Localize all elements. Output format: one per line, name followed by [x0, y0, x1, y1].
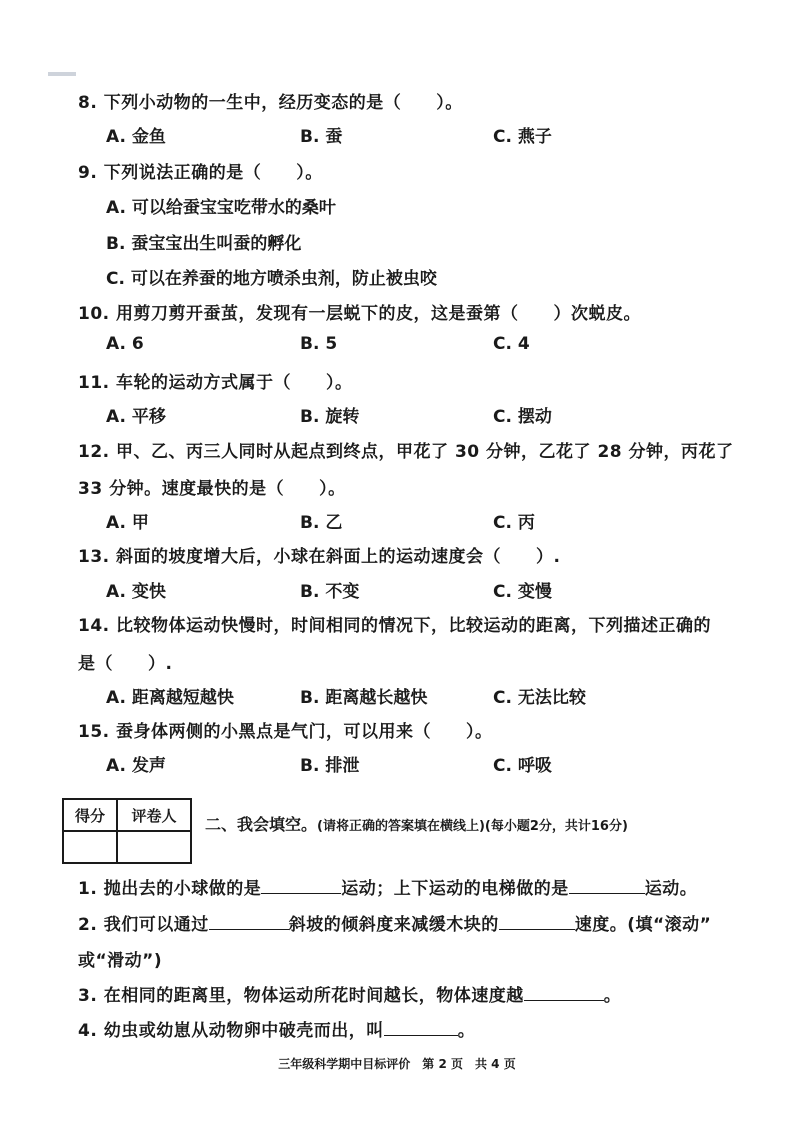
question-12-option-c: C. 丙 [493, 513, 535, 533]
fill-q3-blank[interactable] [524, 984, 604, 1001]
page-footer: 三年级科学期中目标评价 第 2 页 共 4 页 [278, 1057, 516, 1071]
question-15-option-c: C. 呼吸 [493, 756, 552, 776]
question-14-option-a: A. 距离越短越快 [106, 688, 234, 708]
scan-smudge [48, 72, 76, 76]
question-15-option-b: B. 排泄 [300, 756, 360, 776]
question-11-option-c: C. 摆动 [493, 407, 552, 427]
question-13-option-b: B. 不变 [300, 582, 360, 602]
question-12-option-a: A. 甲 [106, 513, 149, 533]
fill-q3-text-a: 3. 在相同的距离里，物体运动所花时间越长，物体速度越 [78, 986, 524, 1006]
fill-q3-text-b: 。 [603, 986, 622, 1006]
fill-q2-text-b: 斜坡的倾斜度来减缓木块的 [288, 915, 499, 935]
question-10-option-b: B. 5 [300, 334, 338, 354]
question-13-option-a: A. 变快 [106, 582, 166, 602]
fill-question-3 [78, 981, 621, 1006]
fill-question-2 [78, 910, 711, 935]
question-14-option-b: B. 距离越长越快 [300, 688, 428, 708]
fill-q4-blank[interactable] [384, 1019, 458, 1036]
question-9-option-b: B. 蚕宝宝出生叫蚕的孵化 [106, 234, 302, 254]
section-2-title: 二、我会填空。 [205, 815, 318, 834]
question-8-stem: 8. 下列小动物的一生中，经历变态的是（ ）。 [78, 93, 463, 113]
score-cell[interactable] [63, 831, 117, 863]
score-label: 得分 [63, 799, 117, 831]
fill-question-4 [78, 1016, 475, 1041]
question-11-option-b: B. 旋转 [300, 407, 360, 427]
question-12-stem-line-2: 33 分钟。速度最快的是（ ）。 [78, 479, 346, 499]
grader-label: 评卷人 [117, 799, 191, 831]
fill-q4-text-a: 4. 幼虫或幼崽从动物卵中破壳而出，叫 [78, 1021, 384, 1041]
section-2-note: (请将正确的答案填在横线上)(每小题2分，共计16分) [317, 819, 628, 834]
question-14-option-c: C. 无法比较 [493, 688, 586, 708]
grader-cell[interactable] [117, 831, 191, 863]
fill-q1-text-a: 1. 抛出去的小球做的是 [78, 879, 262, 899]
question-9-option-c: C. 可以在养蚕的地方喷杀虫剂，防止被虫咬 [106, 269, 437, 289]
question-9-option-a: A. 可以给蚕宝宝吃带水的桑叶 [106, 198, 336, 218]
question-11-stem: 11. 车轮的运动方式属于（ ）。 [78, 373, 353, 393]
question-10-stem: 10. 用剪刀剪开蚕茧，发现有一层蜕下的皮，这是蚕第（ ）次蜕皮。 [78, 304, 642, 324]
fill-q1-text-b: 运动；上下运动的电梯做的是 [341, 879, 569, 899]
question-14-stem-line-2: 是（ ）. [78, 654, 173, 674]
fill-q1-text-c: 运动。 [644, 879, 698, 899]
question-11-option-a: A. 平移 [106, 407, 166, 427]
section-2-heading [205, 812, 628, 835]
question-9-stem: 9. 下列说法正确的是（ ）。 [78, 163, 323, 183]
fill-q2-text-a: 2. 我们可以通过 [78, 915, 209, 935]
question-12-option-b: B. 乙 [300, 513, 343, 533]
score-table [62, 798, 192, 864]
fill-question-1 [78, 874, 697, 899]
question-10-option-c: C. 4 [493, 334, 530, 354]
question-12-stem-line-1: 12. 甲、乙、丙三人同时从起点到终点，甲花了 30 分钟，乙花了 28 分钟，丙花了 [78, 442, 734, 462]
fill-q4-text-b: 。 [457, 1021, 476, 1041]
fill-q2-text-c: 速度。(填“滚动” [574, 915, 712, 935]
question-15-stem: 15. 蚕身体两侧的小黑点是气门，可以用来（ ）。 [78, 722, 493, 742]
question-13-option-c: C. 变慢 [493, 582, 552, 602]
fill-q1-blank-2[interactable] [569, 877, 645, 894]
fill-q1-blank-1[interactable] [261, 877, 341, 894]
question-13-stem: 13. 斜面的坡度增大后，小球在斜面上的运动速度会（ ）. [78, 547, 561, 567]
question-15-option-a: A. 发声 [106, 756, 166, 776]
question-10-option-a: A. 6 [106, 334, 144, 354]
question-8-option-a: A. 金鱼 [106, 127, 166, 147]
fill-q2-blank-2[interactable] [499, 913, 575, 930]
fill-question-2-line-2: 或“滑动”) [78, 951, 163, 971]
fill-q2-blank-1[interactable] [209, 913, 289, 930]
question-8-option-c: C. 燕子 [493, 127, 552, 147]
question-14-stem-line-1: 14. 比较物体运动快慢时，时间相同的情况下，比较运动的距离，下列描述正确的 [78, 616, 712, 636]
question-8-option-b: B. 蚕 [300, 127, 343, 147]
